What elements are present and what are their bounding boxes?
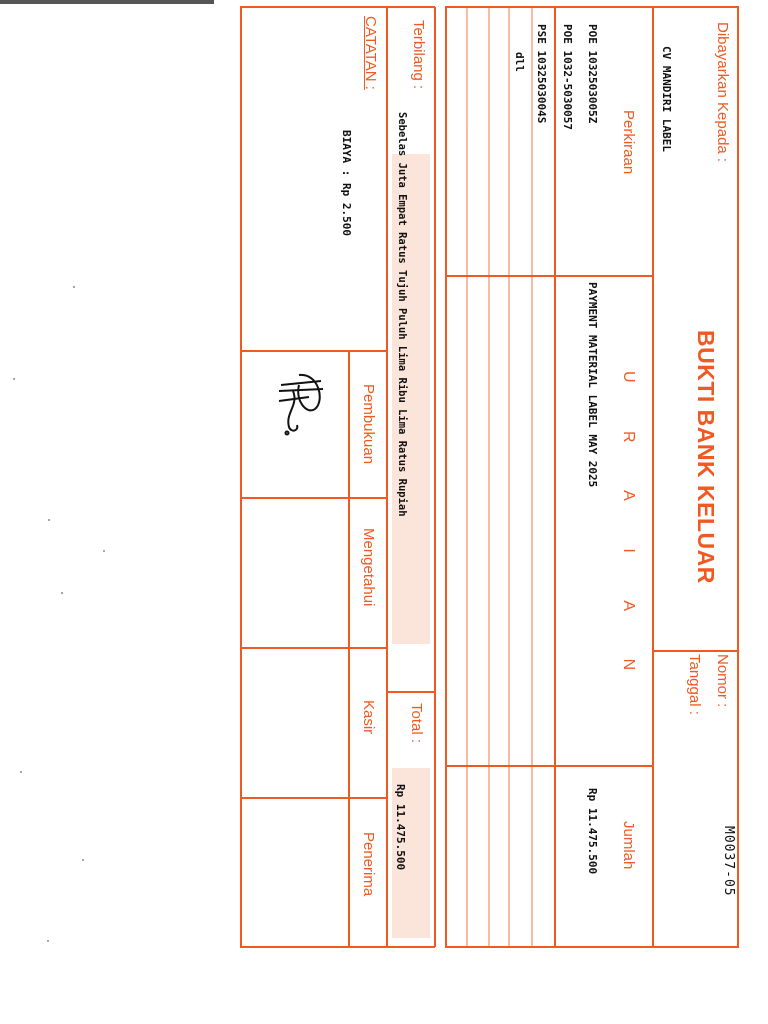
scan-speck xyxy=(48,519,50,521)
scan-speck xyxy=(61,592,63,594)
column-perkiraan: Perkiraan xyxy=(620,110,637,175)
total-value: Rp 11.475.500 xyxy=(394,784,407,871)
paid-to-value: CV MANDIRI LABEL xyxy=(660,46,673,152)
catatan-value: BIAYA : Rp 2.500 xyxy=(340,130,353,236)
row-perkiraan: dll xyxy=(513,52,526,72)
row-jumlah: Rp 11.475.500 xyxy=(586,788,599,875)
scan-speck xyxy=(47,940,49,942)
sig-penerima: Penerima xyxy=(360,832,377,897)
sig-mengetahui: Mengetahui xyxy=(360,528,377,607)
terbilang-label: Terbilang : xyxy=(410,20,427,90)
form-title: BUKTI BANK KELUAR xyxy=(693,330,719,584)
bukti-bank-keluar-form xyxy=(239,6,739,950)
scan-speck xyxy=(20,771,22,773)
total-label: Total : xyxy=(408,703,425,744)
catatan-label: CATATAN : xyxy=(362,16,379,90)
column-jumlah: Jumlah xyxy=(620,821,637,870)
sig-pembukuan: Pembukuan xyxy=(360,384,377,465)
scan-edge xyxy=(0,0,214,4)
nomor-label: Nomor : xyxy=(714,654,731,708)
scan-speck xyxy=(103,550,105,552)
form-gap xyxy=(435,6,445,950)
scan-speck xyxy=(82,859,84,861)
signature xyxy=(279,375,323,435)
row-perkiraan: PSE 1032503004S xyxy=(535,24,548,124)
sig-kasir: Kasir xyxy=(360,700,377,735)
row-perkiraan: POE 1032503005Z xyxy=(586,24,599,124)
scan-speck xyxy=(73,286,75,288)
tanggal-label: Tanggal : xyxy=(686,654,703,715)
scan-speck xyxy=(13,378,15,380)
terbilang-value: Sebelas Juta Empat Ratus Tujuh Puluh Lima Ribu Lima Ratus Rupiah xyxy=(396,112,408,517)
paid-to-label: Dibayarkan Kepada : xyxy=(714,22,731,163)
row-perkiraan: POE 1032-5030057 xyxy=(561,24,574,130)
column-uraian: U R A I A N xyxy=(620,371,637,693)
row-uraian: PAYMENT MATERIAL LABEL MAY 2025 xyxy=(586,282,599,488)
reference-number: M0037-05 xyxy=(721,826,736,897)
